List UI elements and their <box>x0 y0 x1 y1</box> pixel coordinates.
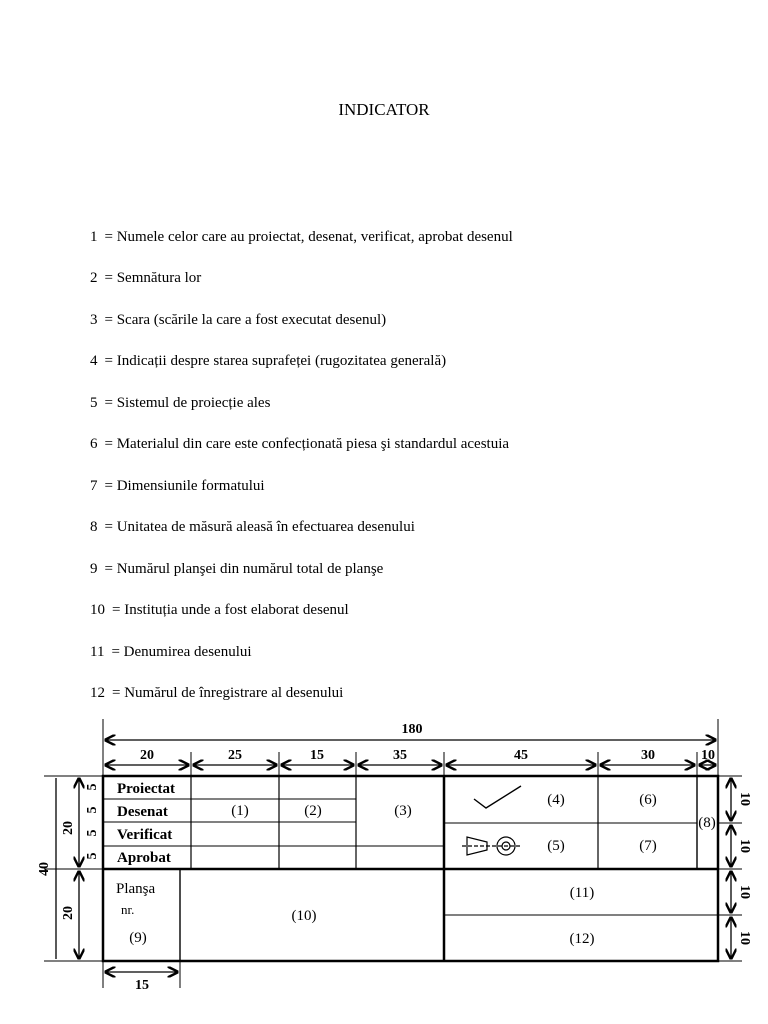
legend-item-number: 8 <box>90 519 98 535</box>
dim-5: 5 <box>85 783 100 791</box>
dim-10-right: 10 <box>737 931 752 945</box>
legend-item-text: = Materialul din care este confecționată piesa şi standardul acestuia <box>104 436 510 452</box>
title-block-drawing <box>0 700 768 1024</box>
row-labels <box>117 781 175 866</box>
legend-item-number: 2 <box>90 270 98 286</box>
projection-method-icon <box>462 837 520 855</box>
legend-item <box>90 644 252 661</box>
dim-40: 40 <box>37 862 52 876</box>
dim-10-top: 10 <box>701 748 715 763</box>
page-title: INDICATOR <box>338 100 430 119</box>
legend-item <box>90 353 446 370</box>
row-label-aprobat: Aprobat <box>117 850 171 866</box>
legend-item <box>90 436 509 453</box>
cell-1: (1) <box>231 803 249 819</box>
dim-180: 180 <box>401 722 423 737</box>
legend-item-text: = Numărul de înregistrare al desenului <box>112 685 344 701</box>
legend-item-text: = Numele celor care au proiectat, desenat, verificat, aprobat desenul <box>104 229 513 245</box>
legend-item-number: 6 <box>90 436 98 452</box>
legend-item-number: 11 <box>90 644 105 660</box>
legend-item-number: 1 <box>90 229 98 245</box>
dim-20: 20 <box>140 748 154 763</box>
legend-item-number: 10 <box>90 602 105 618</box>
legend-item-number: 4 <box>90 353 98 369</box>
legend-item-number: 9 <box>90 561 98 577</box>
cell-10: (10) <box>291 908 317 924</box>
legend-item <box>90 229 513 246</box>
dim-5: 5 <box>85 852 100 860</box>
legend-item <box>90 602 349 619</box>
legend-item-text: = Instituția unde a fost elaborat desenul <box>112 602 349 618</box>
roughness-check-icon <box>474 786 521 808</box>
legend-item <box>90 478 265 495</box>
row-label-proiectat: Proiectat <box>117 781 176 797</box>
legend-item-text: = Numărul planşei din numărul total de planşe <box>104 561 384 577</box>
legend-item-text: = Semnătura lor <box>104 270 202 286</box>
legend-item-number: 5 <box>90 395 98 411</box>
dim-10-right: 10 <box>737 839 752 853</box>
cell-4: (4) <box>547 792 565 808</box>
legend-item-text: = Denumirea desenului <box>111 644 252 660</box>
plansa-label: Planşa <box>116 881 156 897</box>
dim-15: 15 <box>310 748 324 763</box>
legend-item-text: = Sistemul de proiecție ales <box>104 395 271 411</box>
dim-25: 25 <box>228 748 242 763</box>
cell-6: (6) <box>639 792 657 808</box>
dim-10-right: 10 <box>737 885 752 899</box>
legend-item-text: = Dimensiunile formatului <box>104 478 265 494</box>
legend-item-text: = Indicații despre starea suprafeței (rugozitatea generală) <box>104 353 447 369</box>
cell-11: (11) <box>569 885 595 901</box>
dim-5: 5 <box>85 806 100 814</box>
cell-3: (3) <box>394 803 412 819</box>
row-label-verificat: Verificat <box>117 827 173 843</box>
cell-8: (8) <box>698 815 716 831</box>
cell-5: (5) <box>547 838 565 854</box>
legend-item-number: 12 <box>90 685 105 701</box>
plansa-nr-label: nr. <box>121 902 135 917</box>
dim-30: 30 <box>641 748 655 763</box>
dim-35: 35 <box>393 748 407 763</box>
legend-item-text: = Scara (scările la care a fost executat desenul) <box>104 312 387 328</box>
cell-2: (2) <box>304 803 322 819</box>
legend-item <box>90 270 201 287</box>
cell-12: (12) <box>569 931 595 947</box>
legend-item <box>90 519 415 536</box>
row-label-desenat: Desenat <box>117 804 168 820</box>
legend-item-number: 3 <box>90 312 98 328</box>
dim-5: 5 <box>85 829 100 837</box>
dim-45: 45 <box>514 748 528 763</box>
legend-item-text: = Unitatea de măsură aleasă în efectuarea desenului <box>104 519 415 535</box>
dim-15-bottom: 15 <box>135 978 149 993</box>
dim-10-right: 10 <box>737 792 752 806</box>
cell-9: (9) <box>129 930 147 946</box>
legend-item-number: 7 <box>90 478 98 494</box>
legend-item <box>90 395 270 412</box>
legend-item <box>90 561 383 578</box>
dim-20-left-bottom: 20 <box>61 906 76 920</box>
dim-20-left-top: 20 <box>61 821 76 835</box>
legend-item <box>90 312 386 329</box>
cell-7: (7) <box>639 838 657 854</box>
